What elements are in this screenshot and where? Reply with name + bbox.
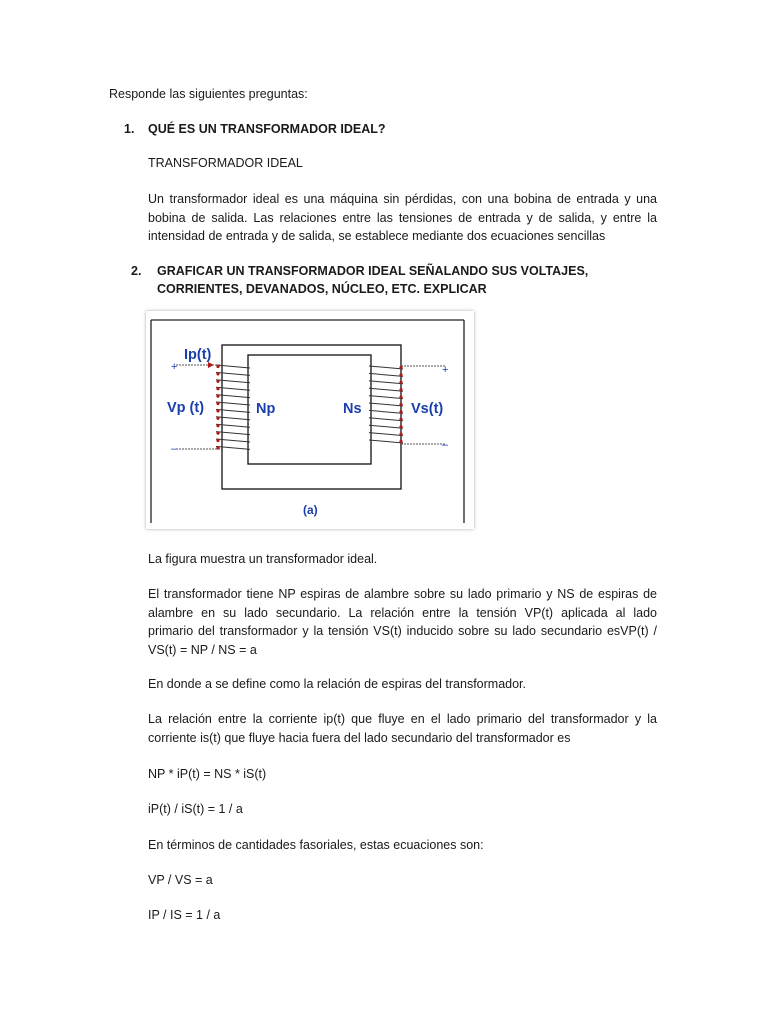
equation-2: iP(t) / iS(t) = 1 / a	[148, 802, 243, 816]
intro-text: Responde las siguientes preguntas:	[109, 87, 308, 101]
ns-label: Ns	[343, 401, 362, 417]
paragraph-line: primario del transformador y la tensión VS(t) inducido sobre su lado secundario esVP(t) /	[148, 624, 657, 638]
winding-dot	[216, 380, 219, 383]
winding-dot	[399, 418, 402, 421]
question-1-title: QUÉ ES UN TRANSFORMADOR IDEAL?	[148, 122, 386, 136]
winding-dot	[216, 424, 219, 427]
primary-winding	[216, 365, 250, 450]
winding-dot	[216, 432, 219, 435]
paragraph-turns-ratio: En donde a se define como la relación de espiras del transformador.	[148, 677, 527, 691]
minus-sign-secondary: –	[442, 439, 449, 451]
winding-turn	[369, 403, 403, 406]
question-2-number: 2.	[131, 264, 142, 278]
winding-turn	[369, 373, 403, 376]
winding-dot	[216, 365, 219, 368]
winding-dot	[399, 381, 402, 384]
winding-turn	[216, 439, 250, 442]
winding-turn	[369, 388, 403, 391]
winding-dot	[399, 410, 402, 413]
paragraph-phasors: En términos de cantidades fasoriales, estas ecuaciones son:	[148, 838, 484, 852]
question-1-subtitle: TRANSFORMADOR IDEAL	[148, 156, 303, 170]
transformer-figure	[146, 311, 474, 529]
winding-turn	[369, 433, 403, 436]
winding-turn	[369, 410, 403, 413]
winding-dot	[399, 425, 402, 428]
winding-dot	[399, 396, 402, 399]
paragraph-line: Un transformador ideal es una máquina sin pérdidas, con una bobina de entrada y una	[148, 192, 657, 206]
winding-turn	[216, 424, 250, 427]
winding-turn	[216, 432, 250, 435]
paragraph-ratio	[148, 585, 657, 659]
transformer-diagram	[146, 311, 474, 529]
winding-dot	[399, 440, 402, 443]
plus-sign-primary: +	[171, 361, 178, 373]
paragraph-line: intensidad de entrada y de salida, se establece mediante dos ecuaciones sencillas	[148, 229, 606, 243]
winding-turn	[369, 418, 403, 421]
winding-turn	[216, 387, 250, 390]
winding-dot	[216, 417, 219, 420]
winding-dot	[216, 372, 219, 375]
winding-dot	[399, 373, 402, 376]
winding-dot	[216, 395, 219, 398]
winding-dot	[216, 402, 219, 405]
figure-caption: La figura muestra un transformador ideal.	[148, 552, 378, 566]
winding-dot	[216, 387, 219, 390]
winding-dot	[399, 403, 402, 406]
winding-turn	[369, 381, 403, 384]
winding-turn	[216, 402, 250, 405]
paragraph-line: alambre en su lado secundario. La relación entre la tensión VP(t) aplicada al lado	[148, 605, 657, 620]
vp-label: Vp (t)	[167, 400, 205, 416]
winding-dot	[216, 446, 219, 449]
winding-turn	[369, 396, 403, 399]
winding-turn	[216, 417, 250, 420]
question-2-title-line-2: CORRIENTES, DEVANADOS, NÚCLEO, ETC. EXPLICAR	[157, 282, 487, 296]
np-label: Np	[256, 401, 276, 417]
question-1-paragraph	[148, 190, 657, 246]
question-1-number: 1.	[124, 122, 135, 136]
figure-caption-a: (a)	[303, 503, 318, 517]
paragraph-line: La relación entre la corriente ip(t) que fluye en el lado primario del transformador y la	[148, 712, 657, 726]
winding-turn	[369, 425, 403, 428]
winding-dot	[216, 409, 219, 412]
paragraph-line: VS(t) = NP / NS = a	[148, 642, 257, 657]
minus-sign-primary: –	[171, 443, 178, 455]
winding-dot	[399, 366, 402, 369]
vs-label: Vs(t)	[411, 401, 444, 417]
winding-dot	[216, 439, 219, 442]
winding-turn	[216, 380, 250, 383]
question-2-title-line-1: GRAFICAR UN TRANSFORMADOR IDEAL SEÑALANDO SUS VOLTAJES,	[157, 264, 589, 278]
equation-1: NP * iP(t) = NS * iS(t)	[148, 767, 267, 781]
paragraph-line: corriente is(t) que fluye hacia fuera del lado secundario del transformador es	[148, 730, 571, 745]
winding-dot	[399, 433, 402, 436]
paragraph-line: bobina de salida. Las relaciones entre las tensiones de entrada y de salida, y entre la	[148, 210, 657, 225]
equation-3: VP / VS = a	[148, 873, 213, 887]
winding-turn	[216, 395, 250, 398]
plus-sign-secondary: +	[442, 364, 449, 376]
ip-label: Ip(t)	[184, 347, 212, 363]
secondary-winding	[369, 366, 403, 443]
winding-turn	[216, 372, 250, 375]
winding-turn	[216, 365, 250, 368]
paragraph-current	[148, 710, 657, 747]
paragraph-line: El transformador tiene NP espiras de alambre sobre su lado primario y NS de espiras de	[148, 587, 657, 601]
winding-turn	[216, 409, 250, 412]
winding-turn	[369, 366, 403, 369]
winding-turn	[369, 440, 403, 443]
winding-dot	[399, 388, 402, 391]
equation-4: IP / IS = 1 / a	[148, 908, 221, 922]
